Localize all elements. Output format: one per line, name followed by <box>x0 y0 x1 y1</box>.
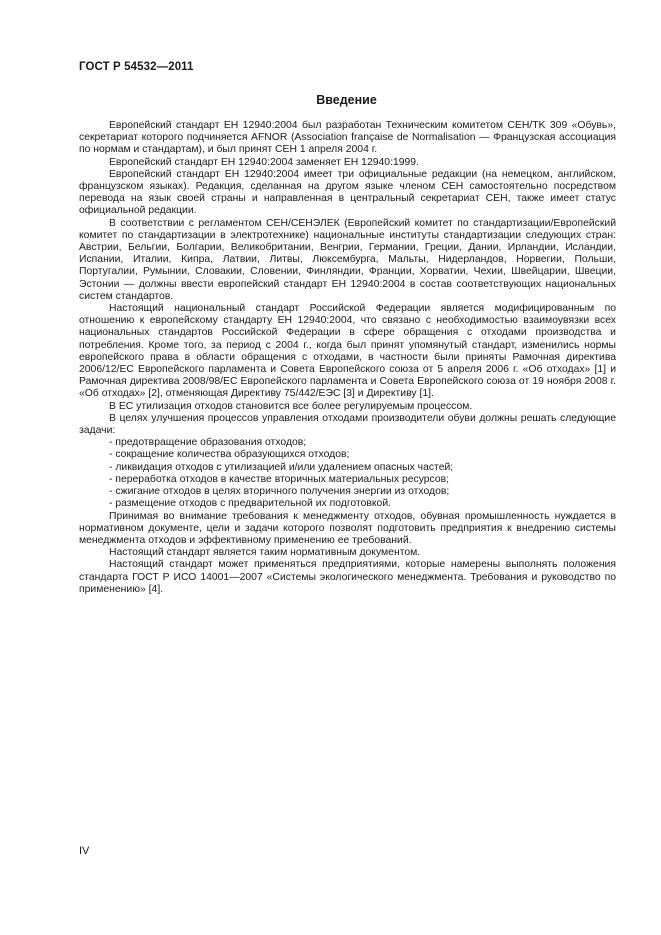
section-title: Введение <box>316 93 377 107</box>
paragraph: В ЕС утилизация отходов становится все более регулируемым процессом. <box>109 400 473 412</box>
list-item: - размещение отходов с предварительной их подготовкой. <box>109 498 392 510</box>
list-item: - сжигание отходов в целях вторичного получения энергии из отходов; <box>109 486 450 498</box>
paragraph: Настоящий стандарт может применяться предприятиями, которые намерены выполнять положения стандарта ГОСТ Р ИСО 14001—2007 «Системы экологического менеджмента. Требования и руководство по применению» [4]. <box>79 559 616 595</box>
paragraph: Европейский стандарт ЕН 12940:2004 имеет три официальные редакции (на немецком, английском, французском языках). Редакция, сделанная на другом языке членом СЕН самостоятельно посредством перевода на язык своей страны и направленная в центральный секретариат СЕН, также имеет статус официальной редакции. <box>79 168 616 217</box>
paragraph: Принимая во внимание требования к менеджменту отходов, обувная промышленность нуждается в нормативном документе, цели и задачи которого позволят подготовить предприятия к внедрению системы менеджмента отходов и эффективному применению ее требований. <box>79 510 616 546</box>
paragraph: В соответствии с регламентом СЕН/СЕНЭЛЕК (Европейский комитет по стандартизации/Европейский комитет по стандартизации в электротехнике) национальные институты стандартизации следующих стран: Австрии, Бельгии, Болгарии, Великобритании, Венгрии, Германии, Греции, Дании, Ирландии, Исландии, Испании, Италии, Кипра, Латвии, Литвы, Люксембурга, Мальты, Нидерландов, Норвегии, Польши, Португалии, Румынии, Словакии, Словении, Финляндии, Франции, Хорватии, Чехии, Швейцарии, Швеции, Эстонии — должны ввести европейский стандарт ЕН 12940:2004 в состав соответствующих национальных систем стандартов. <box>79 217 616 302</box>
paragraph: Европейский стандарт ЕН 12940:2004 заменяет ЕН 12940:1999. <box>109 156 419 168</box>
introduction-body <box>79 120 616 596</box>
list-item: - предотвращение образования отходов; <box>109 437 307 449</box>
paragraph: Настоящий стандарт является таким нормативным документом. <box>109 547 421 559</box>
list-item: - сокращение количества образующихся отходов; <box>109 449 350 461</box>
page-number: IV <box>79 845 90 857</box>
document-code-header: ГОСТ Р 54532—2011 <box>79 61 194 73</box>
paragraph: В целях улучшения процессов управления отходами производители обуви должны решать следующие задачи: <box>79 412 616 437</box>
list-item: - переработка отходов в качестве вторичных материальных ресурсов; <box>109 473 450 485</box>
paragraph: Настоящий национальный стандарт Российской Федерации является модифицированным по отношению к европейскому стандарту ЕН 12940:2004, что связано с необходимостью взаимоувязки всех национальных стандартов Российской Федерации в сфере обращения с отходами производства и потребления. Кроме того, за период с 2004 г., когда был принят упомянутый стандарт, изменились нормы европейского права в области обращения с отходами, в частности были приняты Рамочная директива 2006/12/ЕС Европейского парламента и Совета Европейского союза от 5 апреля 2006 г. «Об отходах» [1] и Рамочная директива 2008/98/ЕС Европейского парламента и Совета Европейского союза от 19 ноября 2008 г. «Об отходах» [2], отменяющая Директиву 75/442/ЕЭС [3] и Директиву [1]. <box>79 303 616 400</box>
paragraph: Европейский стандарт ЕН 12940:2004 был разработан Техническим комитетом CEH/TK 309 «Обувь», секретариат которого подчиняется AFNOR (Association française de Normalisation — Французская ассоциация по нормам и стандартам), и был принят СЕН 1 апреля 2004 г. <box>79 120 616 156</box>
list-item: - ликвидация отходов с утилизацией и/или удалением опасных частей; <box>109 461 454 473</box>
